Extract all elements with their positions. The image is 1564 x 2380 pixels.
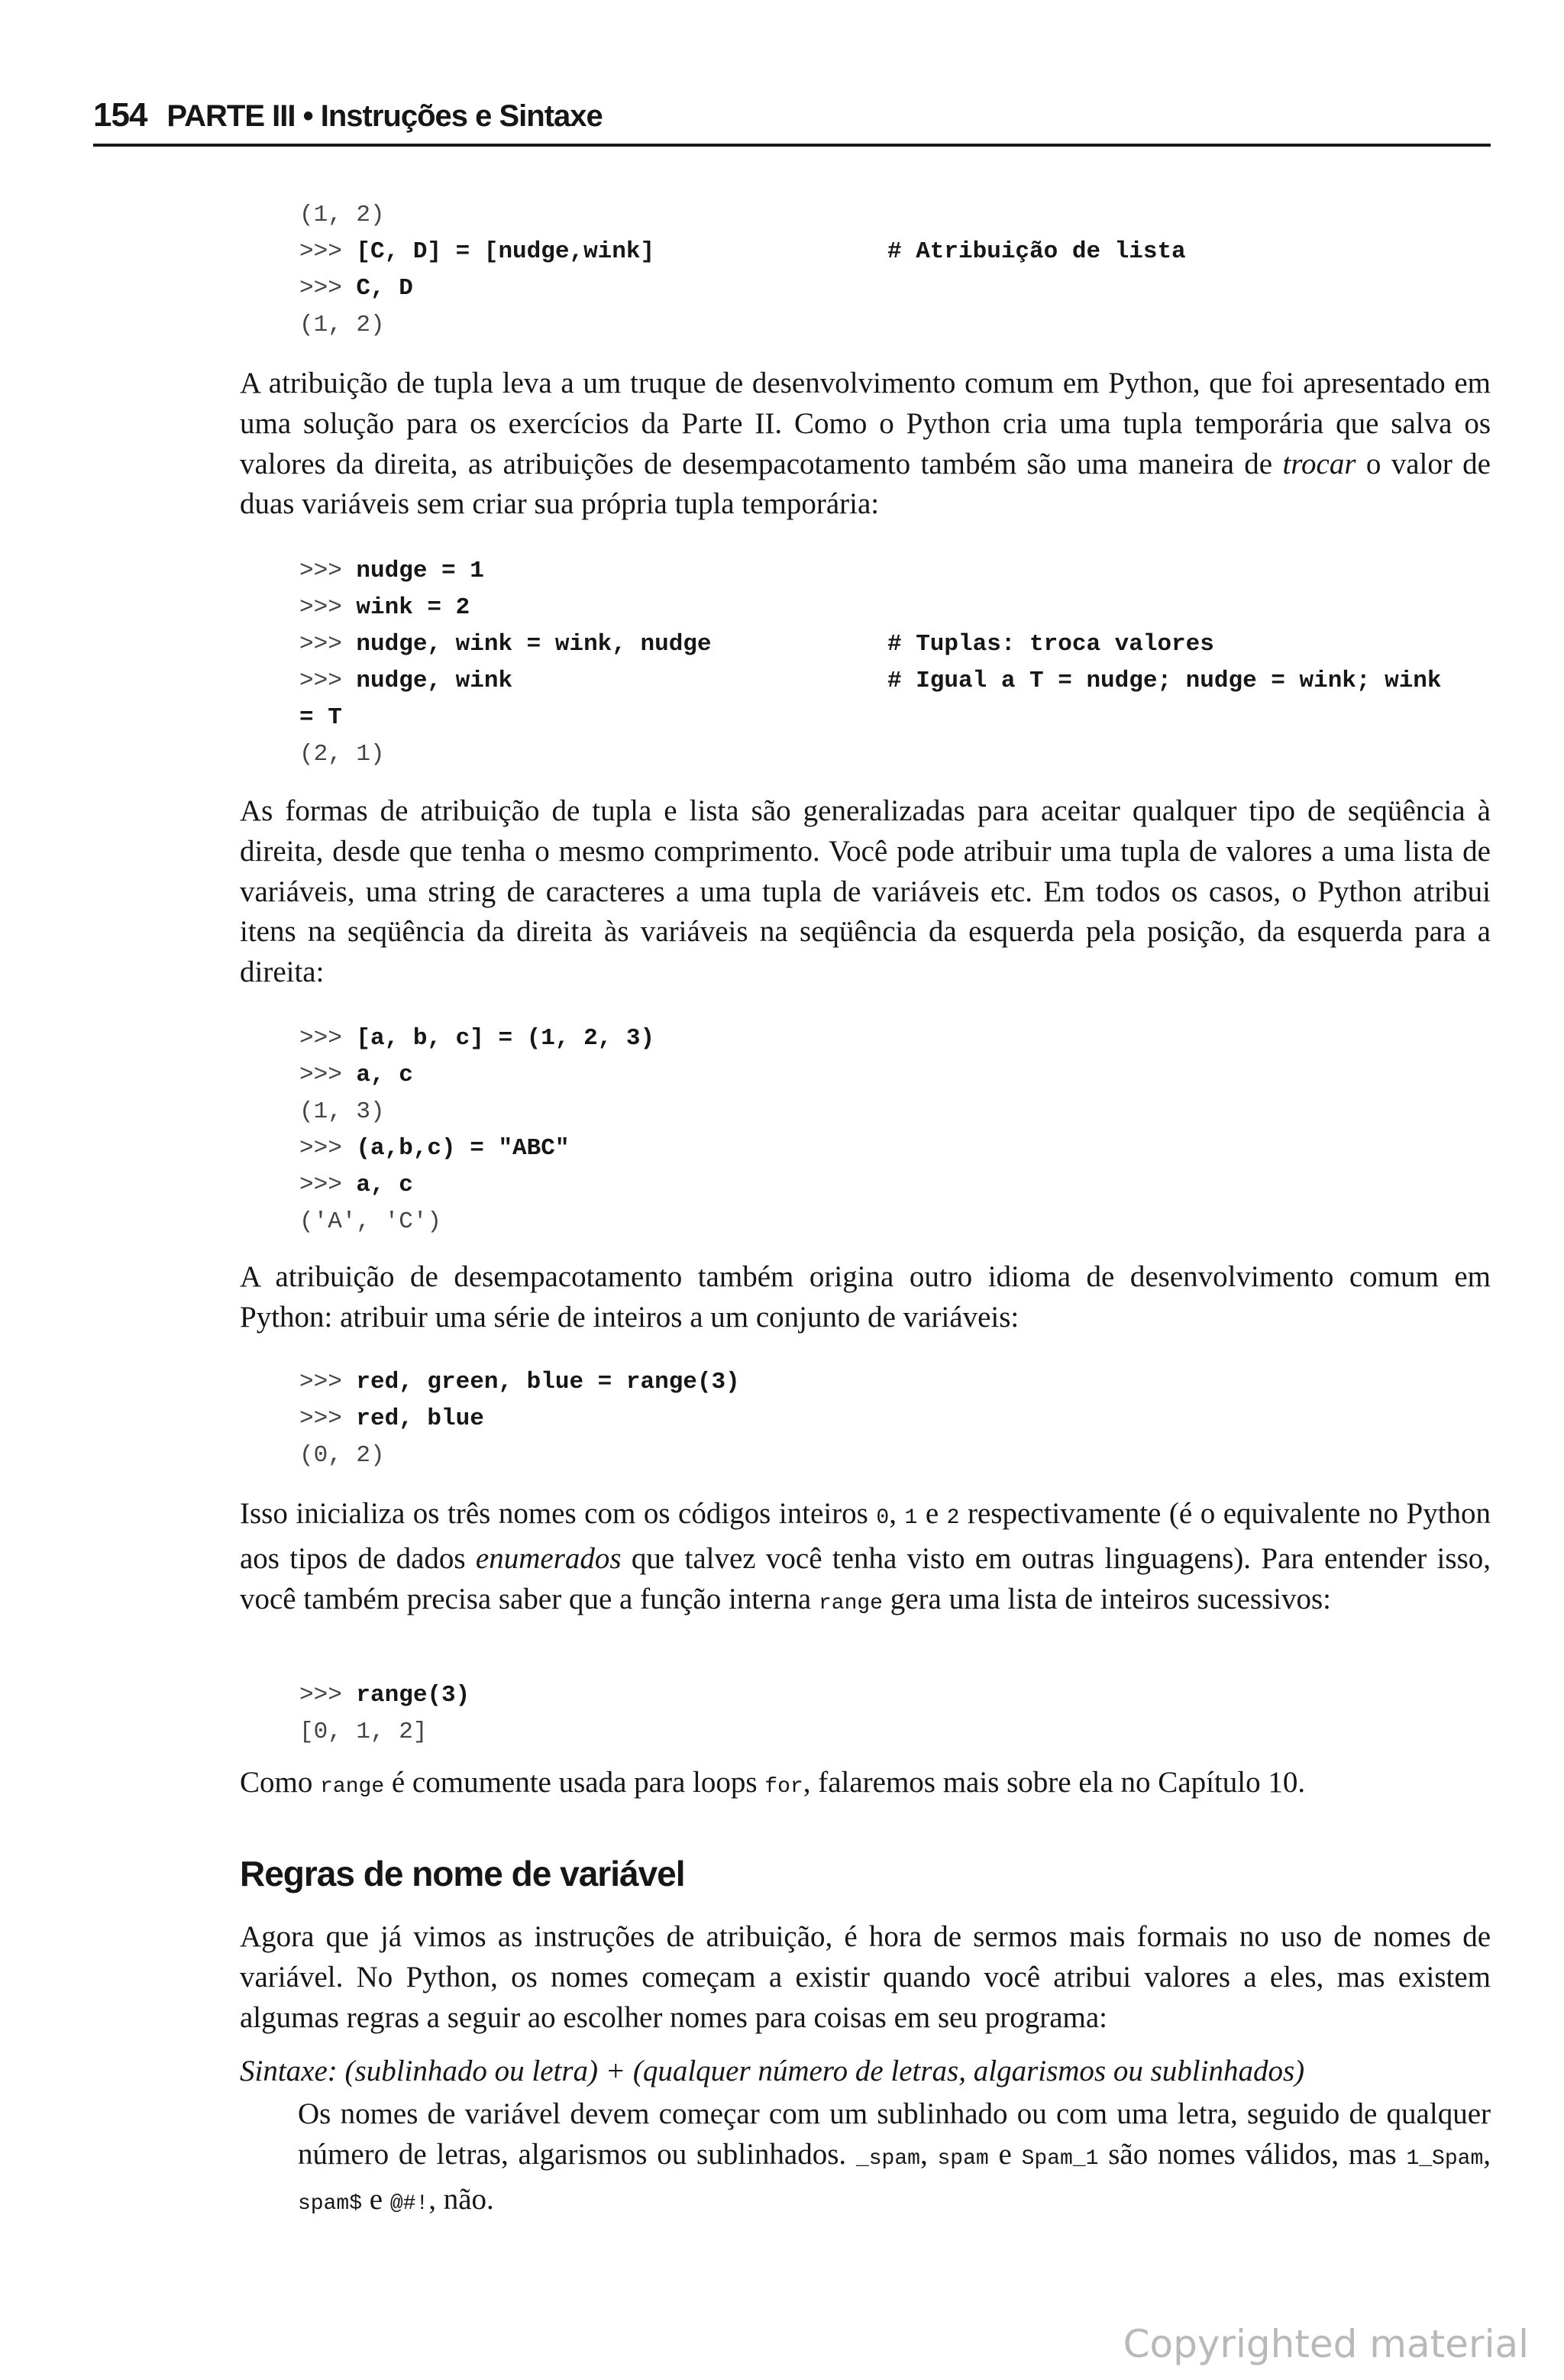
- code-text: a, c: [356, 1172, 413, 1198]
- code-output: (1, 3): [299, 1098, 385, 1125]
- code-output: (2, 1): [299, 741, 385, 768]
- paragraph-naming-rule: Os nomes de variável devem começar com um sublinhado ou com uma letra, seguido de qualquer número de letras, algarismos ou sublinhados. _spam, spam e Spam_1 são nomes válidos, mas 1_Spam, spam$ e @#!, não.: [298, 2097, 1491, 2216]
- code-line: [299, 1437, 740, 1474]
- code-output: [0, 1, 2]: [299, 1719, 428, 1745]
- emphasis-enumerados: enumerados: [475, 1541, 622, 1575]
- code-block-range: [299, 1677, 470, 1751]
- inline-code: @#!: [389, 2191, 429, 2216]
- inline-code: 0: [876, 1506, 890, 1530]
- code-output: ('A', 'C'): [299, 1208, 442, 1235]
- code-prompt: >>>: [299, 1369, 357, 1395]
- code-text: red, green, blue = range(3): [356, 1369, 740, 1395]
- code-text: [a, b, c] = (1, 2, 3): [356, 1025, 655, 1052]
- paragraph-range-loops: Como range é comumente usada para loops for, falaremos mais sobre ela no Capítulo 10.: [240, 1766, 1306, 1799]
- code-output: (1, 2): [299, 312, 385, 338]
- paragraph-range-idiom: A atribuição de desempacotamento também origina outro idioma de desenvolvimento comum em Python: atribuir uma série de inteiros a um conjunto de variáveis:: [240, 1260, 1491, 1334]
- code-prompt: >>>: [299, 1405, 357, 1432]
- code-line: [299, 1130, 654, 1167]
- code-line: [299, 1401, 740, 1437]
- code-line: [299, 1094, 654, 1130]
- code-prompt: >>>: [299, 1172, 357, 1198]
- code-line: [299, 307, 654, 344]
- code-line: [299, 1167, 654, 1204]
- code-prompt: >>>: [299, 1135, 357, 1162]
- inline-code: 2: [946, 1506, 960, 1530]
- code-text: red, blue: [356, 1405, 484, 1432]
- code-line: [299, 626, 1214, 663]
- code-line: [299, 1204, 654, 1240]
- code-output: (0, 2): [299, 1442, 385, 1469]
- code-prompt: >>>: [299, 558, 357, 584]
- code-line: [299, 270, 654, 307]
- inline-code: range: [818, 1591, 883, 1615]
- inline-code: range: [320, 1775, 385, 1799]
- code-prompt: >>>: [299, 238, 357, 265]
- inline-code: spam: [937, 2146, 989, 2171]
- code-line: [299, 234, 1186, 270]
- paragraph-sequence-assignment: As formas de atribuição de tupla e lista são generalizadas para aceitar qualquer tipo de seqüência à direita, desde que tenha o mesmo comprimento. Você pode atribuir uma tupla de valores a uma lista de variáveis, uma string de caracteres a uma tupla de variáveis etc. Em todos os casos, o Python atribui itens na seqüência da direita às variáveis na seqüência da esquerda pela posição, da esquerda para a direita:: [240, 794, 1491, 989]
- code-text: a, c: [356, 1062, 413, 1088]
- running-title: PARTE III • Instruções e Sintaxe: [166, 99, 603, 133]
- code-line: [299, 663, 1442, 700]
- code-line: [299, 590, 712, 626]
- code-block-list-assignment: [299, 197, 1186, 344]
- code-text: nudge, wink: [356, 668, 513, 694]
- header-rule: [93, 144, 1491, 147]
- inline-code: _spam: [855, 2146, 920, 2171]
- section-heading: Regras de nome de variável: [240, 1854, 685, 1893]
- code-line: [299, 1364, 740, 1401]
- running-header: [93, 96, 1491, 134]
- code-line: [299, 700, 712, 736]
- code-text: nudge, wink = wink, nudge: [356, 631, 712, 658]
- code-text: range(3): [356, 1682, 470, 1709]
- code-line: [299, 736, 712, 773]
- inline-code: for: [764, 1775, 803, 1799]
- code-text: (a,b,c) = "ABC": [356, 1135, 570, 1162]
- code-prompt: >>>: [299, 1062, 357, 1088]
- paragraph-tuple-swap: A atribuição de tupla leva a um truque de desenvolvimento comum em Python, que foi apresentado em uma solução para os exercícios da Parte II. Como o Python cria uma tupla temporária que salva os valores da direita, as atribuições de desempacotamento também são uma maneira de trocar o valor de duas variáveis sem criar sua própria tupla temporária:: [240, 367, 1491, 521]
- code-prompt: >>>: [299, 1025, 357, 1052]
- code-text: = T: [299, 704, 342, 731]
- code-line: [299, 1677, 470, 1714]
- inline-code: 1: [904, 1506, 918, 1530]
- code-comment: # Atribuição de lista: [887, 238, 1186, 265]
- page-number: 154: [93, 96, 147, 134]
- paragraph-variable-names: Agora que já vimos as instruções de atribuição, é hora de sermos mais formais no uso de nomes de variável. No Python, os nomes começam a existir quando você atribui valores a eles, mas existem algumas regras a seguir ao escolher nomes para coisas em seu programa:: [240, 1920, 1491, 2034]
- inline-code: spam$: [298, 2191, 363, 2216]
- emphasis-trocar: trocar: [1282, 447, 1356, 480]
- code-prompt: >>>: [299, 668, 357, 694]
- code-line: [299, 1020, 654, 1057]
- paragraph-enumerated: Isso inicializa os três nomes com os códigos inteiros 0, 1 e 2 respectivamente (é o equivalente no Python aos tipos de dados enumerados que talvez você tenha visto em outras linguagens). Para entender isso, você também precisa saber que a função interna range gera uma lista de inteiros sucessivos:: [240, 1497, 1491, 1615]
- code-comment: # Tuplas: troca valores: [887, 631, 1214, 658]
- syntax-line: Sintaxe: (sublinhado ou letra) + (qualquer número de letras, algarismos ou sublinhados): [240, 2055, 1305, 2087]
- inline-code: 1_Spam: [1406, 2146, 1484, 2171]
- code-line: [299, 1714, 470, 1751]
- code-comment: # Igual a T = nudge; nudge = wink; wink: [887, 668, 1442, 694]
- code-prompt: >>>: [299, 275, 357, 302]
- inline-code: Spam_1: [1021, 2146, 1099, 2171]
- copyright-watermark: Copyrighted material: [1123, 2322, 1529, 2366]
- code-prompt: >>>: [299, 631, 357, 658]
- code-line: [299, 1057, 654, 1094]
- code-text: nudge = 1: [356, 558, 484, 584]
- code-block-range-unpack: [299, 1364, 740, 1474]
- code-line: [299, 197, 654, 234]
- code-line: [299, 553, 712, 590]
- code-block-sequence: [299, 1020, 654, 1240]
- code-text: C, D: [356, 275, 413, 302]
- code-text: [C, D] = [nudge,wink]: [356, 238, 655, 265]
- code-output: (1, 2): [299, 202, 385, 228]
- code-text: wink = 2: [356, 594, 470, 621]
- code-prompt: >>>: [299, 594, 357, 621]
- code-block-swap: [299, 553, 1442, 773]
- code-prompt: >>>: [299, 1682, 357, 1709]
